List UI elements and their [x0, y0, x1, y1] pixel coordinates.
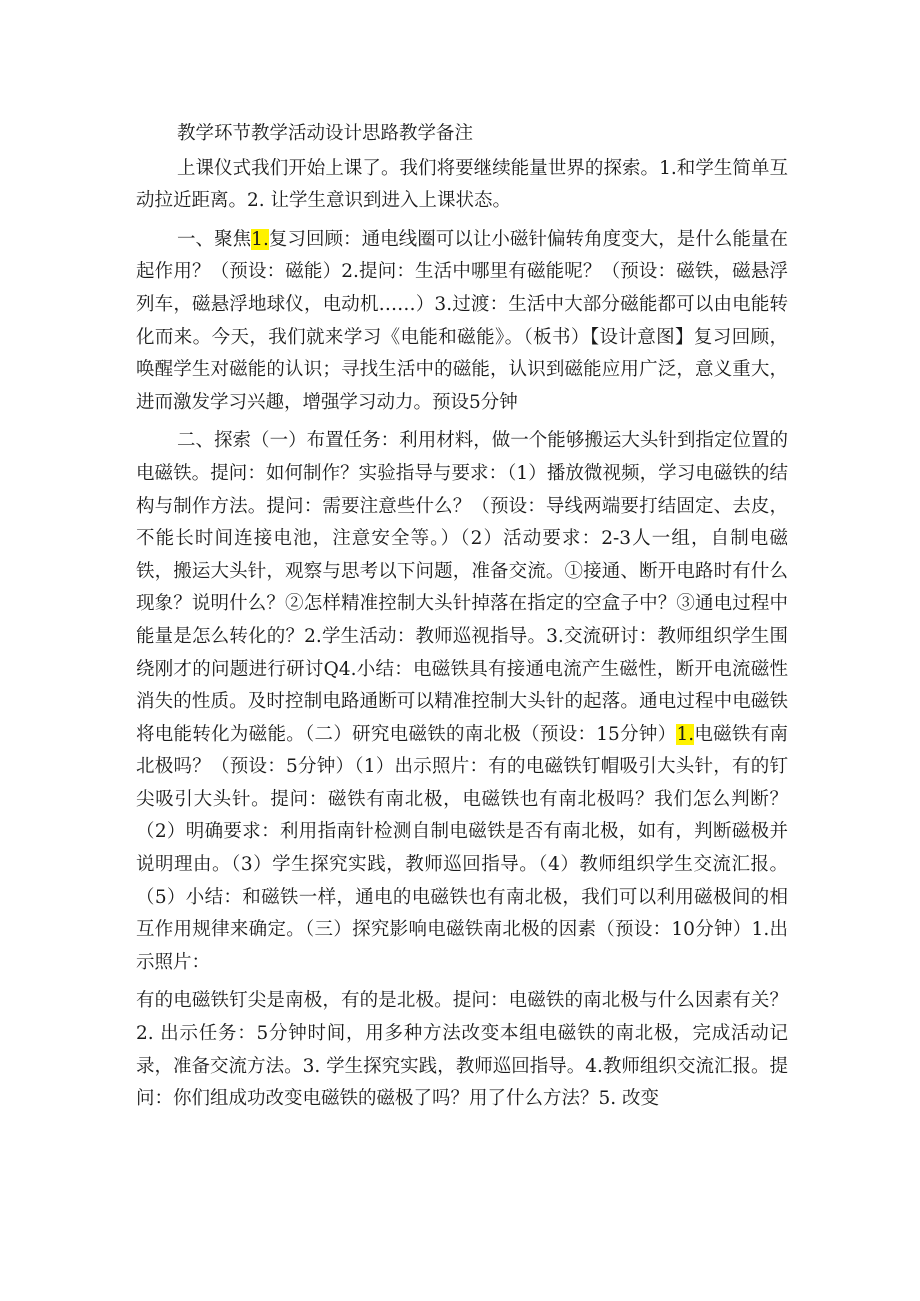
document-body	[136, 118, 788, 1116]
highlighted-marker: 1.	[676, 723, 695, 745]
paragraph-explore-section	[136, 425, 788, 979]
explore-section-text: 二、探索（一）布置任务：利用材料，做一个能够搬运大头针到指定位置的电磁铁。提问：如何制作？实验指导与要求：（1）播放微视频，学习电磁铁的结构与制作方法。提问：需要注意些什么？（预设：导线两端要打结固定、去皮，不能长时间连接电池，注意安全等。）（2）活动要求：2-3人一组，自制电磁铁，搬运大头针，观察与思考以下问题，准备交流。①接通、断开电路时有什么现象？说明什么？②怎样精准控制大头针掉落在指定的空盒子中？③通电过程中能量是怎么转化的？2.学生活动：教师巡视指导。3.交流研讨：教师组织学生围绕刚才的问题进行研讨Q4.小结：电磁铁具有接通电流产生磁性，断开电流磁性消失的性质。及时控制电路通断可以精准控制大头针的起落。通电过程中电磁铁将电能转化为磁能。（二）研究电磁铁的南北极（预设：15分钟）	[136, 430, 788, 745]
document-heading: 教学环节教学活动设计思路教学备注	[177, 123, 474, 144]
explore-section-text-continued: 电磁铁有南北极吗？（预设：5分钟）（1）出示照片：有的电磁铁钉帽吸引大头针，有的钉尖吸引大头针。提问：磁铁有南北极，电磁铁也有南北极吗？我们怎么判断？（2）明确要求：利用指南针检测自制电磁铁是否有南北极，如有，判断磁极并说明理由。（3）学生探究实践，教师巡回指导。（4）教师组织学生交流汇报。（5）小结：和磁铁一样，通电的电磁铁也有南北极，我们可以利用磁极间的相互作用规律来确定。（三）探究影响电磁铁南北极的因素（预设：10分钟）1.出示照片：	[136, 723, 788, 973]
focus-section-lead: 一、聚焦	[177, 228, 252, 250]
paragraph-focus-section	[136, 224, 788, 420]
paragraph-poles-factors: 有的电磁铁钉尖是南极，有的是北极。提问：电磁铁的南北极与什么因素有关？2. 出示任务：5分钟时间，用多种方法改变本组电磁铁的南北极，完成活动记录，准备交流方法。3. 学生探究实践，教师巡回指导。4.教师组织交流汇报。提问：你们组成功改变电磁铁的磁极了吗？用了什么方法？5. 改变	[136, 990, 788, 1110]
highlighted-marker: 1.	[251, 228, 269, 250]
focus-section-text: 复习回顾：通电线圈可以让小磁针偏转角度变大，是什么能量在起作用？（预设：磁能）2.提问：生活中哪里有磁能呢？（预设：磁铁，磁悬浮列车，磁悬浮地球仪，电动机……）3.过渡：生活中大部分磁能都可以由电能转化而来。今天，我们就来学习《电能和磁能》。（板书）【设计意图】复习回顾，唤醒学生对磁能的认识；寻找生活中的磁能，认识到磁能应用广泛，意义重大，进而激发学习兴趣，增强学习动力。预设5分钟	[136, 228, 788, 413]
paragraph-class-opening: 上课仪式我们开始上课了。我们将要继续能量世界的探索。1.和学生简单互动拉近距离。2. 让学生意识到进入上课状态。	[136, 157, 788, 212]
